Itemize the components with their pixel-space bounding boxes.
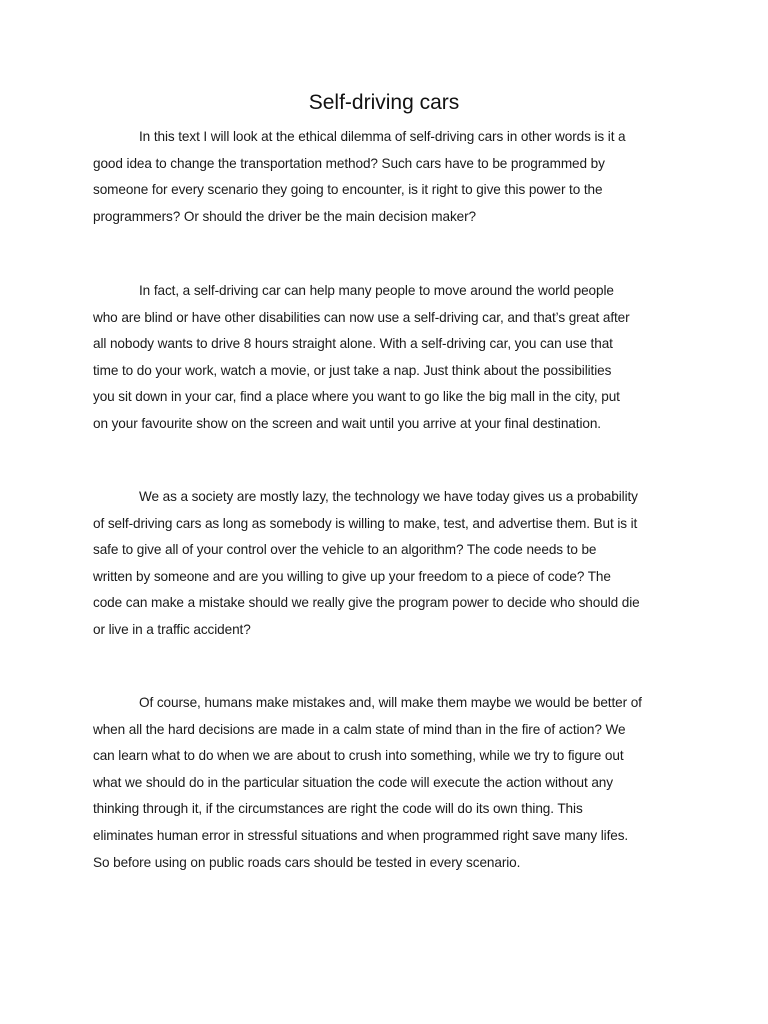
paragraph-line: good idea to change the transportation method? Such cars have to be programmed by: [93, 155, 605, 171]
paragraph-2: [93, 278, 677, 438]
paragraph-4: [93, 690, 677, 876]
paragraph-line: of self-driving cars as long as somebody is willing to make, test, and advertise them. But is it: [93, 515, 638, 531]
paragraph-line: when all the hard decisions are made in a calm state of mind than in the fire of action? We: [93, 721, 626, 737]
paragraph-line: all nobody wants to drive 8 hours straight alone. With a self-driving car, you can use that: [93, 336, 613, 352]
paragraph-line: what we should do in the particular situation the code will execute the action without any: [93, 774, 613, 790]
paragraph-line: We as a society are mostly lazy, the technology we have today gives us a probability: [139, 489, 638, 504]
paragraph-1: [93, 124, 677, 230]
paragraph-line: programmers? Or should the driver be the main decision maker?: [93, 208, 477, 224]
paragraph-line: or live in a traffic accident?: [93, 621, 251, 637]
paragraph-line: who are blind or have other disabilities can now use a self-driving car, and that’s great after: [93, 309, 630, 325]
paragraph-line: code can make a mistake should we really give the program power to decide who should die: [93, 595, 640, 611]
paragraph-line: Of course, humans make mistakes and, will make them maybe we would be better of: [139, 695, 642, 710]
paragraph-line: on your favourite show on the screen and wait until you arrive at your final destination.: [93, 415, 601, 431]
paragraph-line: In this text I will look at the ethical dilemma of self-driving cars in other words is it a: [139, 129, 626, 144]
document-title: Self-driving cars: [308, 91, 460, 114]
paragraph-line: thinking through it, if the circumstances are right the code will do its own thing. This: [93, 801, 583, 817]
paragraph-line: can learn what to do when we are about to crush into something, while we try to figure out: [93, 748, 624, 764]
paragraph-line: safe to give all of your control over the vehicle to an algorithm? The code needs to be: [93, 542, 597, 558]
paragraph-line: So before using on public roads cars should be tested in every scenario.: [93, 854, 521, 870]
paragraph-line: eliminates human error in stressful situations and when programmed right save many lifes.: [93, 827, 629, 843]
paragraph-3: [93, 484, 677, 644]
paragraph-line: you sit down in your car, find a place where you want to go like the big mall in the city, put: [93, 389, 620, 405]
paragraph-line: written by someone and are you willing to give up your freedom to a piece of code? The: [93, 568, 611, 584]
paragraph-line: someone for every scenario they going to encounter, is it right to give this power to the: [93, 182, 603, 198]
paragraph-line: time to do your work, watch a movie, or just take a nap. Just think about the possibilities: [93, 362, 612, 378]
paragraph-line: In fact, a self-driving car can help many people to move around the world people: [139, 283, 614, 298]
